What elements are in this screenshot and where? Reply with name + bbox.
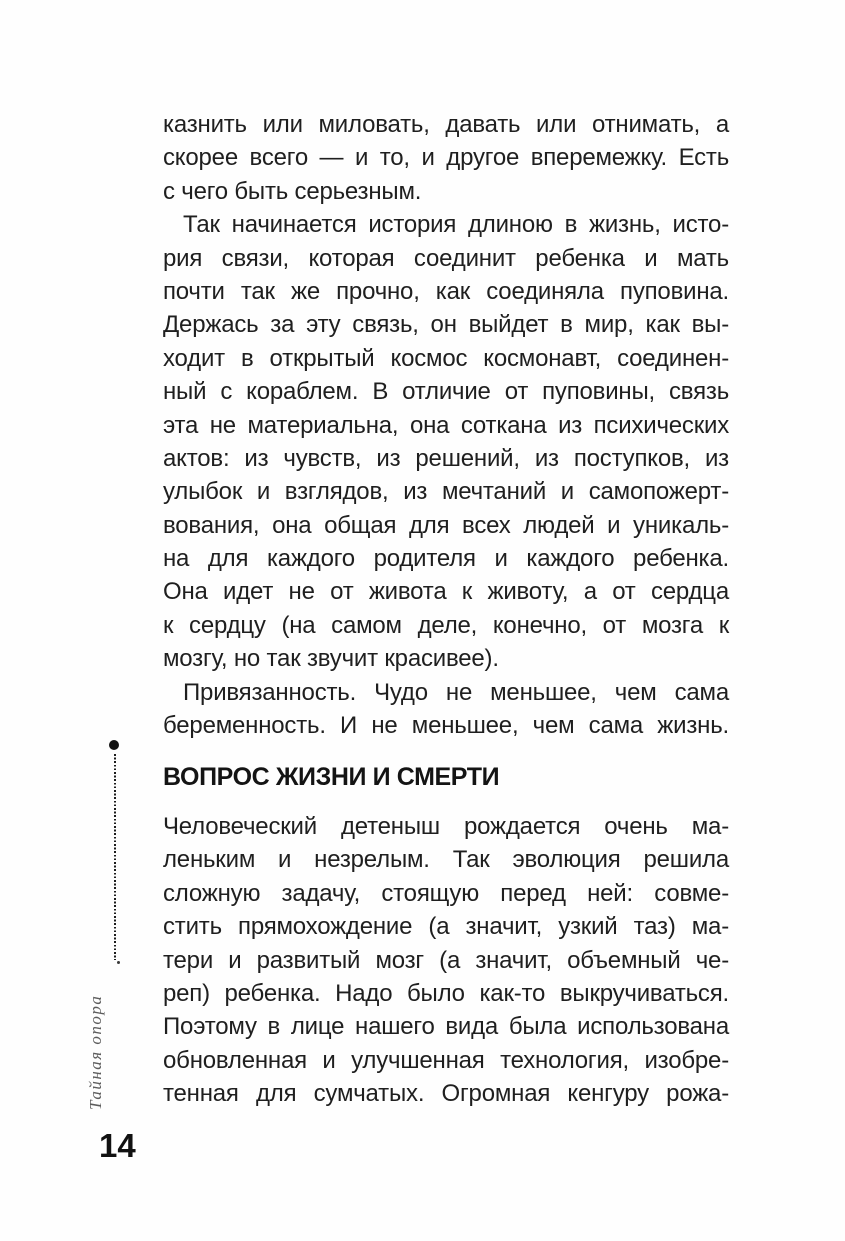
text-line: к сердцу (на самом деле, конечно, от мозга к [163,611,729,639]
text-line: тенная для сумчатых. Огромная кенгуру рожа- [163,1080,729,1108]
text-line: беременность. И не меньшее, чем сама жизнь. [163,712,729,740]
section-heading: ВОПРОС ЖИЗНИ И СМЕРТИ [163,763,500,791]
text-line: казнить или миловать, давать или отнимать, а [163,111,729,138]
text-line: реп) ребенка. Надо было как-то выкручиваться. [163,979,729,1007]
text-line: рия связи, которая соединит ребенка и мать [163,244,729,272]
text-line: вования, она общая для всех людей и уникаль- [163,511,729,539]
text-line: стить прямохождение (а значит, узкий таз) ма- [163,913,729,941]
text-block-bottom [163,810,729,1111]
text-line: эта не материальна, она соткана из психических [163,411,729,439]
spine-bullet-icon [109,740,119,750]
text-line: с чего быть серьезным. [163,177,422,205]
spine-book-title: Тайная опора [86,994,105,1110]
text-line: леньким и незрелым. Так эволюция решила [163,846,729,874]
text-line: обновленная и улучшенная технология, изобре- [163,1046,729,1074]
text-line: ный с кораблем. В отличие от пуповины, связь [163,378,729,406]
text-line: улыбок и взглядов, из мечтаний и самопожерт- [163,478,729,506]
text-line: почти так же прочно, как соединяла пуповина. [163,277,729,305]
text-line: Держась за эту связь, он выйдет в мир, как вы- [163,311,729,339]
page-number: 14 [99,1127,136,1164]
text-line: актов: из чувств, из решений, из поступков, из [163,444,729,472]
text-line: мозгу, но так звучит красивее). [163,645,499,673]
text-line: Привязанность. Чудо не меньшее, чем сама [183,678,729,706]
text-line: Она идет не от живота к животу, а от сердца [163,578,729,606]
text-line: на для каждого родителя и каждого ребенка. [163,545,729,573]
text-line: ходит в открытый космос космонавт, соединен- [163,344,729,372]
text-block-top [163,108,729,742]
text-line: Так начинается история длиною в жизнь, исто- [183,211,729,239]
text-line: Поэтому в лице нашего вида была использована [163,1013,729,1041]
spine-end-dot-icon [117,961,120,964]
spine-dotted-line [114,754,116,960]
text-line: сложную задачу, стоящую перед ней: совме- [163,879,729,907]
text-line: скорее всего — и то, и другое вперемежку. Есть [163,144,729,172]
text-line: тери и развитый мозг (а значит, объемный че- [163,946,729,974]
text-line: Человеческий детеныш рождается очень ма- [163,813,729,840]
